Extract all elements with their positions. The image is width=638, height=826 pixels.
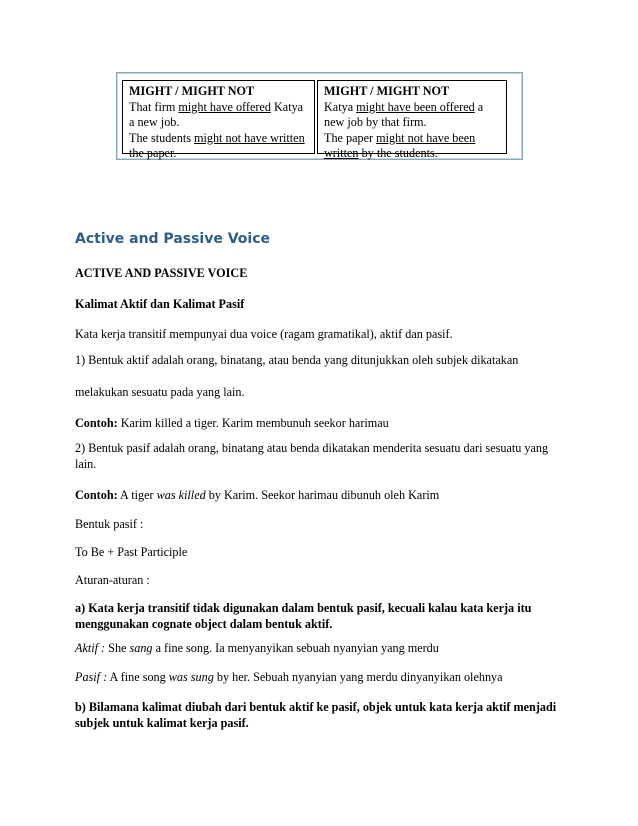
text-span: Katya bbox=[270, 99, 304, 114]
italic-phrase: sang bbox=[129, 641, 153, 655]
heading-upper: ACTIVE AND PASSIVE VOICE bbox=[75, 266, 248, 280]
rule-b: b) Bilamana kalimat diubah dari bentuk aktif ke pasif, objek untuk kata kerja aktif menjadi subjek untuk kalimat kerja pasif. bbox=[75, 700, 557, 730]
cell-line bbox=[129, 131, 309, 147]
underlined-phrase: might have been offered bbox=[356, 99, 475, 114]
table-cell-active bbox=[122, 80, 315, 160]
underlined-phrase: might not have written bbox=[194, 130, 305, 145]
table-cell-passive bbox=[317, 80, 507, 160]
text-span: She bbox=[105, 641, 130, 655]
text-span: a fine song. Ia menyanyikan sebuah nyanyian yang merdu bbox=[152, 641, 439, 655]
text-span: Katya bbox=[324, 99, 357, 114]
underlined-phrase: written bbox=[324, 146, 359, 160]
point-1-line-a: 1) Bentuk aktif adalah orang, binatang, atau benda yang ditunjukkan oleh subjek dikatakan bbox=[75, 353, 519, 367]
cell-line bbox=[324, 131, 501, 147]
passive-form-label: Bentuk pasif : bbox=[75, 517, 144, 531]
text-span: by her. Sebuah nyanyian yang merdu dinyanyikan olehnya bbox=[213, 670, 503, 684]
section-title: Active and Passive Voice bbox=[75, 231, 271, 247]
text-span: by the students. bbox=[358, 146, 438, 160]
rules-label: Aturan-aturan : bbox=[75, 573, 150, 587]
modal-comparison-table bbox=[116, 72, 523, 160]
example-1 bbox=[75, 416, 389, 431]
cell-line bbox=[324, 146, 501, 162]
text-span: That firm bbox=[129, 99, 179, 114]
example-2 bbox=[75, 488, 439, 503]
point-2: 2) Bentuk pasif adalah orang, binatang atau benda dikatakan menderita sesuatu dari sesuatu yang lain. bbox=[75, 441, 549, 471]
example-label: Contoh: bbox=[75, 416, 118, 430]
cell-line: a new job. bbox=[129, 115, 180, 129]
cell-line bbox=[324, 100, 501, 116]
cell-line bbox=[129, 100, 309, 116]
text-span: The students bbox=[129, 130, 194, 145]
example-label: Contoh: bbox=[75, 488, 118, 502]
intro-paragraph: Kata kerja transitif mempunyai dua voice (ragam gramatikal), aktif dan pasif. bbox=[75, 327, 453, 341]
point-1-line-b: melakukan sesuatu pada yang lain. bbox=[75, 385, 245, 399]
text-span: a bbox=[474, 99, 484, 114]
text-span: A fine song bbox=[107, 670, 169, 684]
example-text: Karim killed a tiger. Karim membunuh seekor harimau bbox=[117, 416, 389, 430]
passive-form: To Be + Past Participle bbox=[75, 545, 188, 559]
example-label: Pasif : bbox=[75, 670, 108, 684]
cell-line: the paper. bbox=[129, 146, 177, 160]
text-span: The paper bbox=[324, 130, 377, 145]
cell-heading: MIGHT / MIGHT NOT bbox=[129, 84, 255, 98]
aktif-example bbox=[75, 641, 439, 656]
italic-phrase: was killed bbox=[156, 488, 206, 502]
cell-line: new job by that firm. bbox=[324, 115, 427, 129]
italic-phrase: was sung bbox=[168, 670, 214, 684]
subheading: Kalimat Aktif dan Kalimat Pasif bbox=[75, 297, 245, 311]
underlined-phrase: might not have been bbox=[376, 130, 476, 145]
text-span: A tiger bbox=[117, 488, 157, 502]
text-span: by Karim. Seekor harimau dibunuh oleh Karim bbox=[205, 488, 440, 502]
cell-heading: MIGHT / MIGHT NOT bbox=[324, 84, 450, 98]
underlined-phrase: might have offered bbox=[178, 99, 271, 114]
rule-a: a) Kata kerja transitif tidak digunakan dalam bentuk pasif, kecuali kalau kata kerja itu menggunakan cognate object dalam bentuk aktif. bbox=[75, 601, 532, 631]
example-label: Aktif : bbox=[75, 641, 106, 655]
pasif-example bbox=[75, 670, 503, 685]
